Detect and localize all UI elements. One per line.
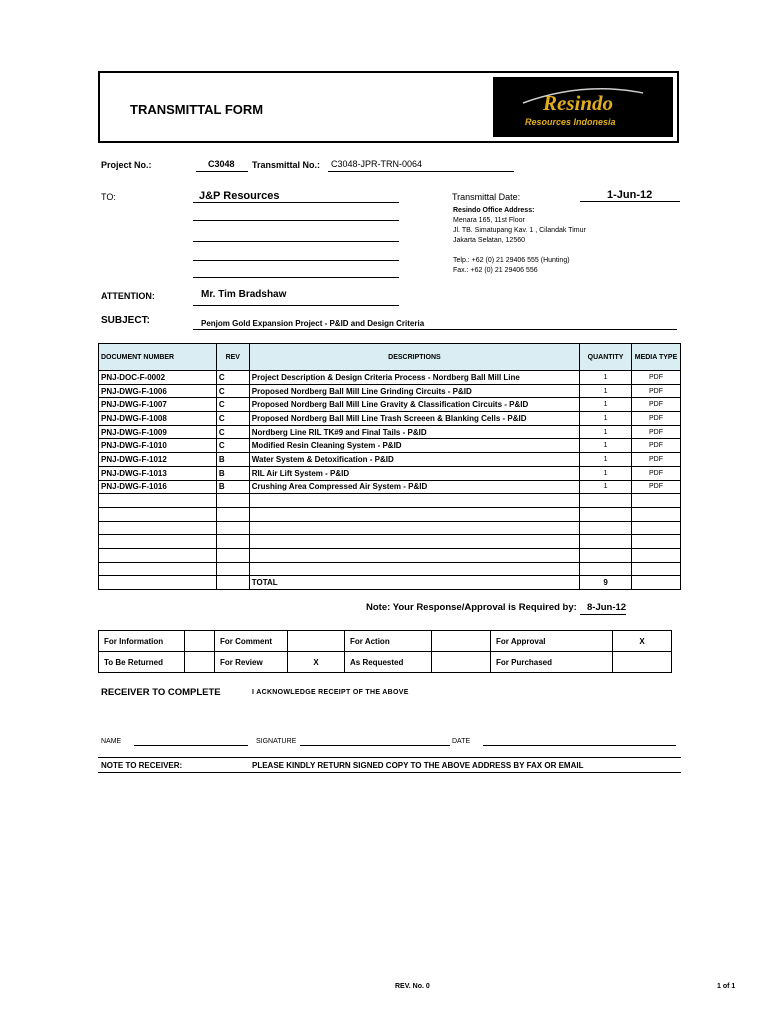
name-field[interactable] [134,745,248,746]
empty-row [99,494,681,508]
note-to-receiver-label: NOTE TO RECEIVER: [101,761,183,770]
logo-name: Resindo [543,91,614,115]
action-checkbox[interactable] [613,652,672,673]
receiver-label: RECEIVER TO COMPLETE [101,687,221,698]
doc-rev: B [216,453,249,467]
signature-label: SIGNATURE [256,738,297,745]
to-line-1 [193,202,399,203]
doc-rev: B [216,466,249,480]
doc-description: Proposed Nordberg Ball Mill Line Trash Screeen & Blanking Cells - P&ID [249,412,579,426]
table-row [99,439,681,453]
doc-number: PNJ-DWG-F-1016 [99,480,217,494]
doc-number: PNJ-DWG-F-1008 [99,412,217,426]
doc-rev: B [216,480,249,494]
empty-row [99,507,681,521]
action-checkbox[interactable] [432,631,491,652]
action-row [99,652,672,673]
footer-page: 1 of 1 [717,983,736,990]
action-label: For Review [215,652,288,673]
doc-number: PNJ-DWG-F-1013 [99,466,217,480]
total-value: 9 [580,576,632,590]
project-no-value: C3048 [208,159,235,169]
action-label: For Purchased [491,652,613,673]
doc-number: PNJ-DWG-F-1007 [99,398,217,412]
transmittal-date-label: Transmittal Date: [452,192,521,202]
attention-value: Mr. Tim Bradshaw [201,289,287,300]
doc-quantity: 1 [580,453,632,467]
doc-quantity: 1 [580,412,632,426]
to-label: TO: [101,192,116,202]
table-row [99,453,681,467]
header-document-number: DOCUMENT NUMBER [99,344,217,371]
name-label: NAME [101,738,122,745]
total-label: TOTAL [249,576,579,590]
doc-quantity: 1 [580,398,632,412]
action-checkbox[interactable]: X [613,631,672,652]
form-title: TRANSMITTAL FORM [130,102,264,117]
table-row [99,412,681,426]
table-header-row [99,344,681,371]
header-quantity: QUANTITY [580,344,632,371]
doc-rev: C [216,439,249,453]
table-row [99,371,681,385]
header-descriptions: DESCRIPTIONS [249,344,579,371]
doc-number: PNJ-DWG-F-1010 [99,439,217,453]
table-row [99,384,681,398]
footer-rev: REV. No. 0 [395,983,430,990]
action-label: For Action [345,631,432,652]
doc-description: Crushing Area Compressed Air System - P&ID [249,480,579,494]
office-address-line: Jakarta Selatan, 12560 [453,237,525,244]
action-checkbox[interactable] [432,652,491,673]
action-label: For Approval [491,631,613,652]
transmittal-no-value: C3048-JPR-TRN-0064 [331,159,423,169]
table-row [99,398,681,412]
doc-description: Nordberg Line RIL TK#9 and Final Tails - P&ID [249,425,579,439]
office-address-line: Menara 165, 11st Floor [453,217,525,224]
action-label: As Requested [345,652,432,673]
doc-number: PNJ-DWG-F-1009 [99,425,217,439]
action-label: For Comment [215,631,288,652]
doc-media: PDF [632,453,681,467]
action-checkbox[interactable] [288,631,345,652]
table-row [99,425,681,439]
empty-row [99,562,681,576]
subject-underline [193,329,677,330]
doc-number: PNJ-DWG-F-1006 [99,384,217,398]
action-checkbox[interactable]: X [288,652,345,673]
logo-tagline: Resources Indonesia [525,117,616,127]
office-address-label: Resindo Office Address: [453,207,535,214]
doc-media: PDF [632,384,681,398]
to-line-4 [193,260,399,261]
header-media-type: MEDIA TYPE [632,344,681,371]
doc-rev: C [216,398,249,412]
transmittal-no-underline [328,171,514,172]
table-row [99,466,681,480]
doc-media: PDF [632,439,681,453]
subject-value: Penjom Gold Expansion Project - P&ID and Design Criteria [201,319,425,328]
doc-quantity: 1 [580,466,632,480]
note-to-receiver-text: PLEASE KINDLY RETURN SIGNED COPY TO THE ABOVE ADDRESS BY FAX OR EMAIL [252,761,584,770]
doc-number: PNJ-DWG-F-1012 [99,453,217,467]
empty-row [99,548,681,562]
doc-quantity: 1 [580,480,632,494]
doc-media: PDF [632,466,681,480]
doc-quantity: 1 [580,425,632,439]
action-table [98,630,672,673]
table-row [99,480,681,494]
doc-description: Proposed Nordberg Ball Mill Line Grinding Circuits - P&ID [249,384,579,398]
doc-description: Modified Resin Cleaning System - P&ID [249,439,579,453]
attention-label: ATTENTION: [101,291,155,301]
doc-quantity: 1 [580,371,632,385]
doc-description: Project Description & Design Criteria Process - Nordberg Ball Mill Line [249,371,579,385]
transmittal-no-label: Transmittal No.: [252,160,321,170]
to-value: J&P Resources [199,190,280,202]
doc-rev: C [216,371,249,385]
to-line-3 [193,241,399,242]
doc-media: PDF [632,398,681,412]
response-note-date: 8-Jun-12 [587,602,627,613]
doc-rev: C [216,384,249,398]
transmittal-date-underline [580,201,680,202]
doc-description: RIL Air Lift System - P&ID [249,466,579,480]
doc-quantity: 1 [580,384,632,398]
header-box [98,71,679,143]
empty-row [99,535,681,549]
response-note-label: Note: Your Response/Approval is Required by: [366,602,577,613]
doc-media: PDF [632,371,681,385]
date-field[interactable] [483,745,676,746]
attention-underline [193,305,399,306]
signature-field[interactable] [300,745,450,746]
action-checkbox[interactable] [185,631,215,652]
documents-table [98,343,681,590]
action-row [99,631,672,652]
action-label: To Be Returned [99,652,185,673]
receiver-divider [98,772,681,773]
transmittal-date-value: 1-Jun-12 [607,189,653,201]
acknowledge-text: I ACKNOWLEDGE RECEIPT OF THE ABOVE [252,689,409,696]
doc-description: Proposed Nordberg Ball Mill Line Gravity & Classification Circuits - P&ID [249,398,579,412]
total-row [99,576,681,590]
doc-media: PDF [632,425,681,439]
subject-label: SUBJECT: [101,315,150,326]
doc-description: Water System & Detoxification - P&ID [249,453,579,467]
to-line-5 [193,277,399,278]
project-no-underline [196,171,248,172]
doc-number: PNJ-DOC-F-0002 [99,371,217,385]
doc-rev: C [216,425,249,439]
date-label: DATE [452,738,471,745]
header-rev: REV [216,344,249,371]
response-note-underline [580,614,626,615]
project-no-label: Project No.: [101,160,152,170]
empty-row [99,521,681,535]
office-telp: Telp.: +62 (0) 21 29406 555 (Hunting) [453,257,570,264]
company-logo [493,77,673,137]
office-fax: Fax.: +62 (0) 21 29406 556 [453,267,538,274]
office-address-line: Jl. TB. Simatupang Kav. 1 , Cilandak Timur [453,227,586,234]
doc-quantity: 1 [580,439,632,453]
action-checkbox[interactable] [185,652,215,673]
doc-rev: C [216,412,249,426]
to-line-2 [193,220,399,221]
doc-media: PDF [632,412,681,426]
action-label: For Information [99,631,185,652]
receiver-divider [98,757,681,758]
doc-media: PDF [632,480,681,494]
